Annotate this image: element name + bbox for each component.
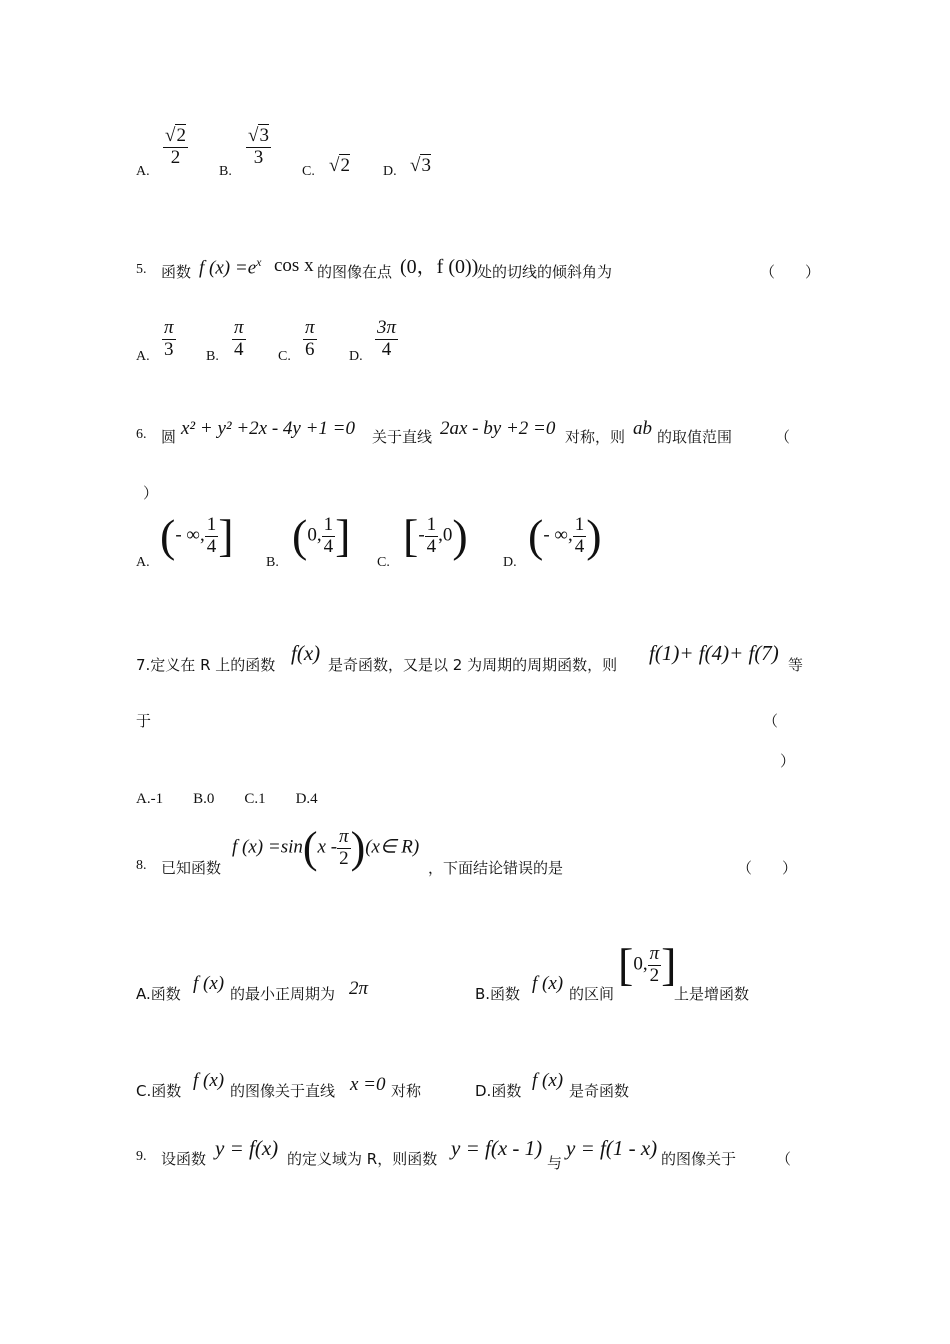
math-function: f (x): [193, 973, 225, 994]
question-text: 关于直线: [372, 428, 433, 446]
option-c-fraction: $\frac{\pi}{6}$: [305, 317, 315, 360]
question-text: 等: [788, 656, 804, 674]
math-function: y = f(x - 1): [451, 1136, 543, 1160]
option-c-post: 对称: [391, 1082, 422, 1100]
option-b-fraction: $\frac{√3}{3}$: [248, 125, 269, 168]
option-label: C.: [302, 164, 315, 179]
option-c-label: C.函数: [136, 1082, 182, 1100]
question-text: 处的切线的倾斜角为: [477, 263, 613, 281]
option-label: A.: [136, 164, 150, 179]
question-number: 5.: [136, 262, 147, 277]
question-text: 于: [136, 712, 152, 730]
option-a-text: 的最小正周期为: [230, 985, 336, 1003]
option-label: A.: [136, 555, 150, 570]
question-text: 的取值范围: [657, 428, 733, 446]
math-point: (0，f (0)): [400, 256, 479, 278]
answer-blank-close: ）: [780, 752, 796, 770]
question-text: 已知函数: [161, 859, 222, 877]
question-number: 8.: [136, 858, 147, 873]
option-label: D.: [383, 164, 397, 179]
option-b-interval: (0, $\frac{1}{4}$ ]: [292, 510, 351, 561]
option-d-fraction: $\frac{3\pi}{4}$: [377, 317, 397, 360]
option-label: B.: [266, 555, 279, 570]
question-number: 9.: [136, 1149, 147, 1164]
option-label: B.: [206, 349, 219, 364]
answer-blank: （ ）: [760, 263, 821, 281]
question-text: 设函数: [161, 1150, 207, 1168]
option-c-interval: [- $\frac{1}{4}$ ,0): [403, 510, 468, 561]
math-expression: cos x: [274, 255, 314, 276]
option-d-label: D.函数: [475, 1082, 522, 1100]
question-text: 圆: [161, 428, 177, 446]
math-variable: ab: [633, 418, 652, 439]
question-text: 函数: [161, 263, 192, 281]
option-a-fraction: $\frac{√2}{2}$: [165, 125, 186, 168]
denominator: 2: [170, 146, 181, 168]
answer-blank-close: ）: [143, 484, 159, 502]
option-a-fraction: $\frac{\pi}{3}$: [164, 317, 174, 360]
option-a-interval: (- ∞, $\frac{1}{4}$ ]: [160, 510, 234, 561]
answer-blank: （ ）: [737, 859, 798, 877]
option-d-sqrt: √3: [410, 155, 431, 176]
option-label: A.: [136, 349, 150, 364]
option-b-text: 的区间: [569, 985, 615, 1003]
option-c-sqrt: √2: [329, 155, 350, 176]
question-text: 7.定义在 R 上的函数: [136, 656, 276, 674]
question-text: ，下面结论错误的是: [428, 859, 564, 877]
math-function: y = f(x): [215, 1136, 279, 1160]
function-definition: f (x) =sin(x - $\frac{\pi}{2}$ )(x∈ R): [232, 823, 420, 872]
option-label: C.: [377, 555, 390, 570]
line-equation: 2ax - by +2 =0: [440, 418, 556, 439]
math-function: f (x): [532, 1070, 564, 1091]
option-b-fraction: $\frac{\pi}{4}$: [234, 317, 244, 360]
circle-equation: x² + y² +2x - 4y +1 =0: [181, 418, 355, 439]
math-expression: f $(x) =e^x$: [199, 255, 262, 279]
question-text: 的定义域为 R，则函数: [287, 1150, 438, 1168]
math-value: 2π: [349, 978, 369, 999]
math-function: f (x): [193, 1070, 225, 1091]
option-d-interval: (- ∞, $\frac{1}{4}$ ): [528, 510, 602, 561]
option-d-post: 是奇函数: [569, 1082, 630, 1100]
question-text: 的图像在点: [317, 263, 393, 281]
question-text: 的图像关于: [661, 1150, 737, 1168]
question-number: 6.: [136, 427, 147, 442]
question-text: 与: [547, 1154, 563, 1172]
math-function: f(x): [291, 641, 321, 665]
question-text: 是奇函数，又是以 2 为周期的周期函数，则: [328, 656, 618, 674]
question-options: A.-1 B.0 C.1 D.4: [136, 791, 318, 807]
math-sum: f(1)+ f(4)+ f(7): [649, 641, 779, 665]
option-label: D.: [349, 349, 363, 364]
option-label: B.: [219, 164, 232, 179]
question-text: 对称，则: [565, 428, 626, 446]
math-equation: x =0: [350, 1074, 386, 1095]
math-function: f (x): [532, 973, 564, 994]
radicand: 3: [259, 125, 269, 146]
option-a-label: A.函数: [136, 985, 181, 1003]
answer-blank-open: （: [776, 1150, 792, 1168]
option-label: D.: [503, 555, 517, 570]
option-b-label: B.函数: [475, 985, 521, 1003]
math-function: y = f(1 - x): [566, 1136, 658, 1160]
radicand: 2: [176, 125, 186, 146]
denominator: 3: [253, 146, 264, 168]
option-b-interval: [0, $\frac{\pi}{2}$ ]: [618, 939, 677, 990]
answer-blank-open: （: [775, 428, 791, 446]
option-c-text: 的图像关于直线: [230, 1082, 336, 1100]
option-label: C.: [278, 349, 291, 364]
answer-blank-open: （: [763, 712, 779, 730]
option-b-post: 上是增函数: [674, 985, 750, 1003]
